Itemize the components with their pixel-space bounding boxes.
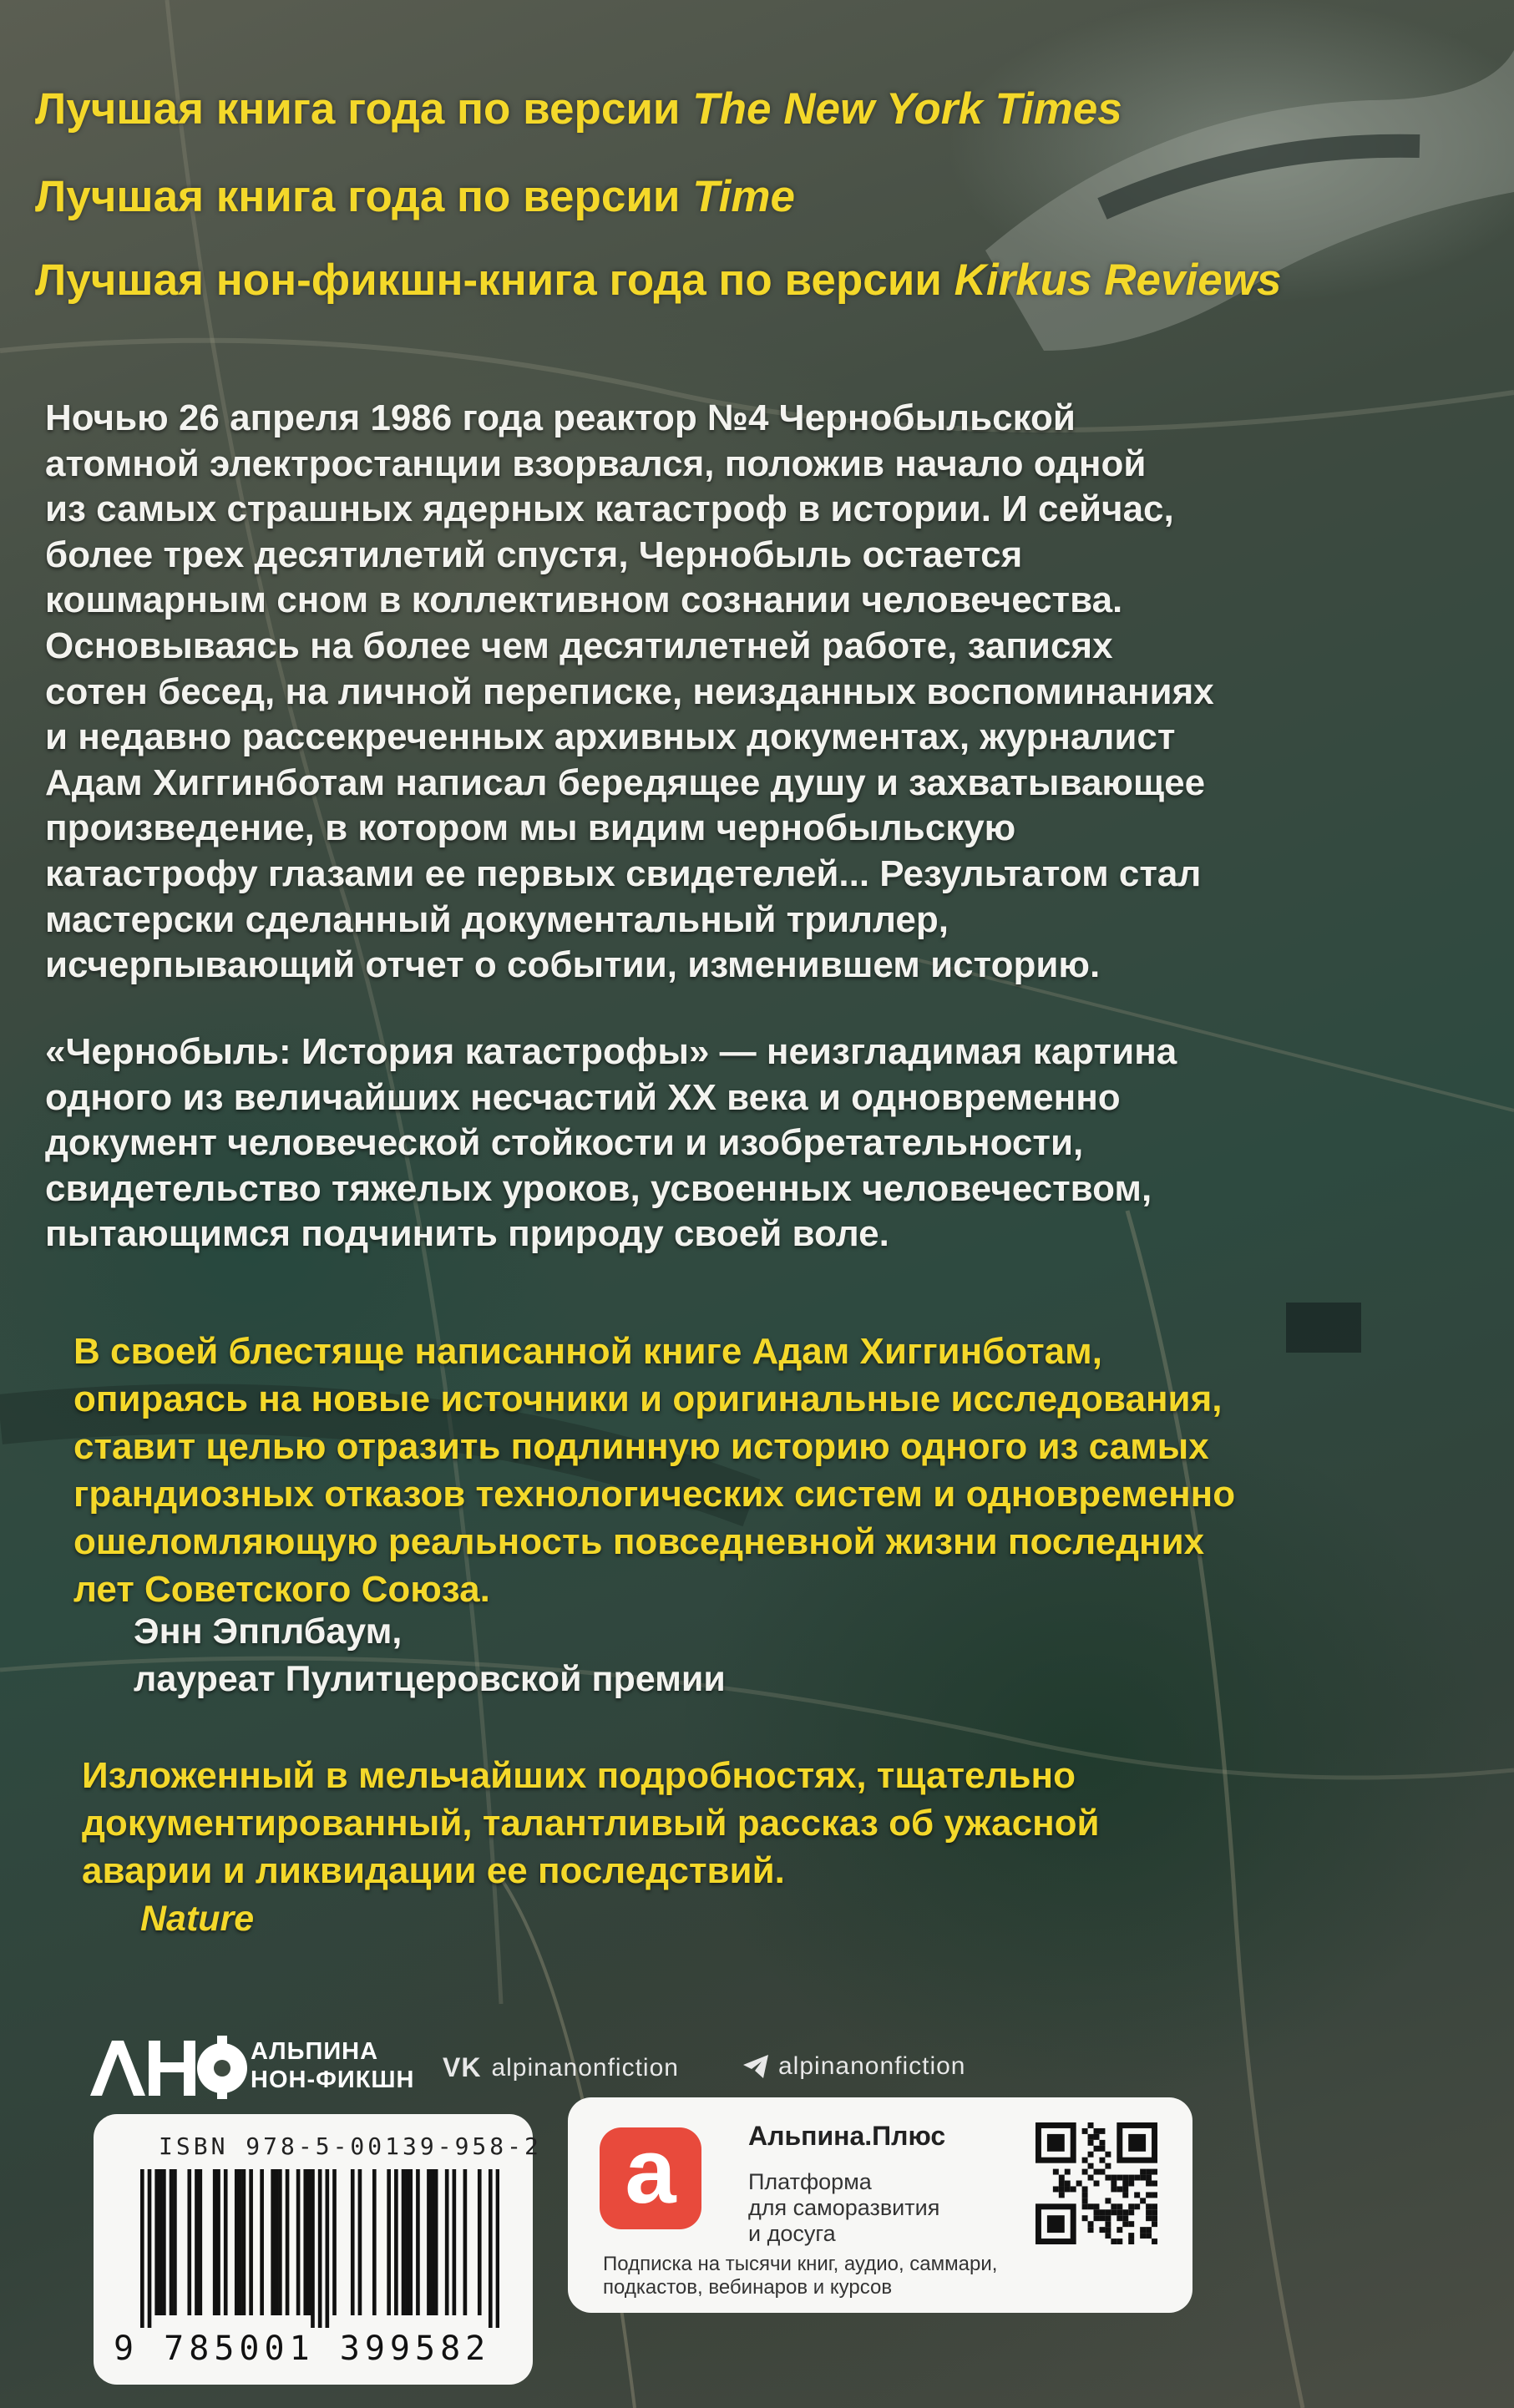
- quote-line: Изложенный в мельчайших подробностях, тщательно: [82, 1755, 1076, 1796]
- qr-module: [1059, 2175, 1065, 2181]
- qr-module: [1094, 2215, 1100, 2221]
- award-prefix: Лучшая нон-фикшн-книга года по версии: [35, 255, 954, 305]
- qr-module: [1146, 2227, 1152, 2233]
- qr-module: [1140, 2233, 1146, 2239]
- qr-module: [1088, 2163, 1094, 2169]
- qr-module: [1094, 2146, 1100, 2152]
- qr-module: [1117, 2215, 1122, 2221]
- qr-module: [1111, 2203, 1117, 2209]
- review-quote-applebaum: [73, 1328, 1493, 1613]
- barcode-bar: [195, 2169, 199, 2315]
- quote-line: ставит целью отразить подлинную историю одного из самых: [73, 1426, 1209, 1467]
- quote-author-title: лауреат Пулитцеровской премии: [134, 1659, 726, 1699]
- qr-module: [1082, 2186, 1088, 2192]
- qr-module: [1094, 2181, 1100, 2187]
- barcode-bar: [445, 2169, 449, 2315]
- qr-module: [1088, 2134, 1094, 2140]
- qr-module: [1140, 2227, 1146, 2233]
- qr-module: [1117, 2239, 1122, 2244]
- qr-module: [1117, 2186, 1122, 2192]
- desc-line: из самых страшных ядерных катастроф в истории. И сейчас,: [45, 488, 1174, 530]
- barcode-bar: [235, 2169, 239, 2315]
- qr-module: [1134, 2203, 1140, 2209]
- award-prefix: Лучшая книга года по версии: [35, 172, 693, 221]
- qr-module: [1152, 2221, 1157, 2227]
- qr-module: [1105, 2152, 1111, 2158]
- qr-module: [1111, 2186, 1117, 2192]
- vk-icon: VK: [443, 2052, 482, 2082]
- qr-module: [1088, 2122, 1094, 2128]
- qr-module: [1105, 2175, 1111, 2181]
- qr-module: [1082, 2215, 1088, 2221]
- barcode-bar: [286, 2169, 290, 2315]
- qr-module: [1053, 2186, 1059, 2192]
- qr-module: [1140, 2175, 1146, 2181]
- quote-line: лет Советского Союза.: [73, 1569, 490, 1610]
- promo-name: Альпина.Плюс: [748, 2121, 946, 2151]
- desc-line: и недавно рассекреченных архивных документах, журналист: [45, 716, 1176, 758]
- barcode-bar: [311, 2169, 315, 2328]
- award-source: Kirkus Reviews: [954, 255, 1282, 305]
- qr-module: [1094, 2169, 1100, 2175]
- award-line-1: [35, 83, 1122, 134]
- barcode-bar: [358, 2169, 362, 2315]
- qr-module: [1128, 2209, 1134, 2215]
- barcode-bar: [154, 2169, 159, 2315]
- quote-attribution-applebaum: [134, 1608, 726, 1703]
- qr-module: [1140, 2198, 1146, 2203]
- qr-module: [1117, 2203, 1122, 2209]
- qr-module: [1088, 2175, 1094, 2181]
- qr-module: [1088, 2203, 1094, 2209]
- publisher-name: [251, 2037, 414, 2094]
- description-paragraph-2: [45, 1029, 1490, 1257]
- qr-module: [1076, 2181, 1082, 2187]
- barcode-bar: [372, 2169, 377, 2315]
- qr-module: [1128, 2175, 1134, 2181]
- telegram-icon: [743, 2055, 768, 2078]
- logo-letter: a: [625, 2120, 676, 2223]
- desc-line: пытающимся подчинить природу своей воле.: [45, 1213, 889, 1255]
- qr-module: [1146, 2215, 1152, 2221]
- promo-subtitle-line: и досуга: [748, 2221, 836, 2246]
- qr-module: [1099, 2209, 1105, 2215]
- qr-module: [1122, 2192, 1128, 2198]
- barcode-bar: [489, 2169, 493, 2328]
- promo-subtitle: [748, 2169, 939, 2247]
- qr-module: [1099, 2158, 1105, 2163]
- desc-line: катастрофу глазами ее первых свидетелей... Результатом стал: [45, 852, 1202, 894]
- qr-module: [1082, 2128, 1088, 2134]
- qr-code-icon: [1035, 2122, 1157, 2244]
- barcode-bar: [405, 2169, 409, 2315]
- qr-module: [1105, 2209, 1111, 2215]
- quote-line: аварии и ликвидации ее последствий.: [82, 1850, 785, 1891]
- desc-line: мастерски сделанный документальный триллер,: [45, 898, 949, 940]
- barcode-bar: [434, 2169, 438, 2315]
- barcode-bar: [213, 2169, 217, 2315]
- vk-handle: [443, 2052, 679, 2083]
- publisher-line-1: АЛЬПИНА: [251, 2038, 379, 2065]
- qr-module: [1134, 2192, 1140, 2198]
- barcode-bar: [162, 2169, 166, 2315]
- qr-module: [1140, 2169, 1146, 2175]
- vk-handle-text: alpinanonfiction: [491, 2053, 679, 2082]
- desc-line: сотен бесед, на личной переписке, неизданных воспоминаниях: [45, 670, 1214, 712]
- qr-module: [1111, 2175, 1117, 2181]
- qr-module: [1152, 2181, 1157, 2187]
- barcode-bar: [173, 2169, 177, 2315]
- promo-subtitle-line: для саморазвития: [748, 2195, 940, 2220]
- qr-module: [1099, 2146, 1105, 2152]
- quote-line: опираясь на новые источники и оригинальные исследования,: [73, 1379, 1223, 1419]
- barcode-card: [94, 2114, 542, 2385]
- description-paragraph-1: [45, 396, 1490, 989]
- qr-module: [1152, 2239, 1157, 2244]
- qr-module: [1152, 2215, 1157, 2221]
- qr-module: [1059, 2192, 1065, 2198]
- barcode-bar: [271, 2169, 275, 2315]
- qr-module: [1146, 2181, 1152, 2187]
- qr-module: [1146, 2175, 1152, 2181]
- qr-module: [1152, 2203, 1157, 2209]
- qr-module: [1122, 2221, 1128, 2227]
- qr-module: [1146, 2192, 1152, 2198]
- quote-attribution-nature: [140, 1895, 254, 1943]
- barcode-bar: [303, 2169, 307, 2315]
- qr-module: [1128, 2181, 1134, 2187]
- desc-line: исчерпывающий отчет о событии, изменившем историю.: [45, 944, 1101, 986]
- qr-module: [1099, 2227, 1105, 2233]
- qr-module: [1128, 2233, 1134, 2239]
- barcode: [140, 2169, 499, 2328]
- barcode-bar: [326, 2169, 330, 2328]
- qr-module: [1111, 2239, 1117, 2244]
- qr-module: [1088, 2140, 1094, 2146]
- quote-line: документированный, талантливый рассказ об ужасной: [82, 1803, 1100, 1844]
- barcode-bar: [307, 2169, 311, 2315]
- barcode-bar: [332, 2169, 337, 2315]
- promo-footer-line: подкастов, вебинаров и курсов: [603, 2276, 893, 2299]
- desc-line: Ночью 26 апреля 1986 года реактор №4 Чернобыльской: [45, 397, 1076, 438]
- barcode-bar: [430, 2169, 434, 2315]
- telegram-handle-text: alpinanonfiction: [778, 2052, 966, 2080]
- barcode-bar: [242, 2169, 246, 2315]
- qr-module: [1088, 2221, 1094, 2227]
- qr-module: [1071, 2186, 1076, 2192]
- award-line-2: [35, 171, 795, 222]
- quote-source: Nature: [140, 1899, 255, 1939]
- award-prefix: Лучшая книга года по версии: [35, 84, 693, 134]
- desc-line: Основываясь на более чем десятилетней работе, записях: [45, 625, 1113, 666]
- promo-footer: [603, 2253, 997, 2299]
- award-source: The New York Times: [692, 84, 1122, 134]
- qr-module: [1082, 2158, 1088, 2163]
- qr-module: [1122, 2175, 1128, 2181]
- qr-module: [1105, 2233, 1111, 2239]
- qr-module: [1146, 2203, 1152, 2209]
- qr-module: [1099, 2140, 1105, 2146]
- qr-module: [1105, 2163, 1111, 2169]
- award-source: Time: [692, 172, 795, 221]
- qr-module: [1122, 2181, 1128, 2187]
- promo-card: [568, 2097, 1192, 2313]
- desc-line: свидетельство тяжелых уроков, усвоенных человечеством,: [45, 1167, 1152, 1209]
- qr-module: [1128, 2239, 1134, 2244]
- desc-line: одного из величайших несчастий XX века и одновременно: [45, 1076, 1121, 1118]
- anf-logo-icon: [90, 2036, 249, 2099]
- desc-line: кошмарным сном в коллективном сознании человечества.: [45, 579, 1123, 621]
- qr-module: [1122, 2215, 1128, 2221]
- barcode-bar: [318, 2169, 322, 2328]
- barcode-bar: [187, 2169, 191, 2315]
- barcode-bar: [463, 2169, 468, 2315]
- barcode-bar: [170, 2169, 174, 2315]
- desc-line: Адам Хиггинботам написал бередящее душу и захватывающее: [45, 761, 1206, 803]
- qr-module: [1094, 2134, 1100, 2140]
- qr-module: [1134, 2175, 1140, 2181]
- qr-module: [1128, 2203, 1134, 2209]
- qr-module: [1047, 2215, 1065, 2233]
- qr-module: [1099, 2215, 1105, 2221]
- barcode-bar: [416, 2169, 420, 2315]
- barcode-bar: [296, 2169, 301, 2315]
- telegram-handle: [743, 2052, 966, 2081]
- desc-line: документ человеческой стойкости и изобретательности,: [45, 1122, 1084, 1164]
- barcode-bar: [387, 2169, 391, 2315]
- award-line-3: [35, 255, 1281, 306]
- qr-module: [1146, 2233, 1152, 2239]
- qr-module: [1082, 2169, 1088, 2175]
- review-quote-nature: [82, 1752, 1501, 1895]
- publisher-line-2: НОН-ФИКШН: [251, 2067, 415, 2093]
- qr-module: [1065, 2169, 1071, 2175]
- barcode-bar: [453, 2169, 457, 2315]
- barcode-bar: [478, 2169, 482, 2315]
- promo-subtitle-line: Платформа: [748, 2169, 872, 2194]
- qr-module: [1094, 2209, 1100, 2215]
- quote-line: В своей блестяще написанной книге Адам Хиггинботам,: [73, 1331, 1102, 1372]
- qr-module: [1117, 2175, 1122, 2181]
- barcode-bar: [224, 2169, 228, 2315]
- barcode-bar: [402, 2169, 406, 2315]
- barcode-bar: [351, 2169, 355, 2315]
- qr-module: [1088, 2227, 1094, 2233]
- barcode-bar: [238, 2169, 242, 2315]
- qr-module: [1082, 2198, 1088, 2203]
- barcode-bar: [260, 2169, 264, 2315]
- qr-module: [1111, 2209, 1117, 2215]
- qr-module: [1053, 2169, 1059, 2175]
- isbn-text: ISBN 978-5-00139-958-2: [159, 2132, 542, 2160]
- qr-module: [1122, 2186, 1128, 2192]
- qr-module: [1152, 2169, 1157, 2175]
- qr-module: [1105, 2215, 1111, 2221]
- qr-module: [1117, 2209, 1122, 2215]
- barcode-bar: [159, 2169, 163, 2315]
- qr-module: [1117, 2227, 1122, 2233]
- qr-module: [1047, 2134, 1065, 2152]
- barcode-bar: [278, 2169, 282, 2315]
- qr-module: [1059, 2186, 1065, 2192]
- qr-module: [1065, 2186, 1071, 2192]
- qr-module: [1065, 2181, 1071, 2187]
- barcode-bar: [408, 2169, 413, 2315]
- barcode-bar: [427, 2169, 431, 2315]
- barcode-bar: [140, 2169, 144, 2328]
- barcode-bar: [198, 2169, 202, 2315]
- desc-line: произведение, в котором мы видим чернобыльскую: [45, 807, 1016, 849]
- barcode-bar: [216, 2169, 220, 2315]
- qr-module: [1152, 2209, 1157, 2215]
- barcode-bar: [148, 2169, 152, 2328]
- barcode-bar: [394, 2169, 398, 2315]
- barcode-bar: [249, 2169, 253, 2315]
- qr-module: [1082, 2203, 1088, 2209]
- qr-module: [1122, 2209, 1128, 2215]
- qr-module: [1111, 2181, 1117, 2187]
- qr-module: [1146, 2209, 1152, 2215]
- desc-line: «Чернобыль: История катастрофы» — неизгладимая картина: [45, 1031, 1177, 1072]
- qr-module: [1105, 2221, 1111, 2227]
- quote-line: ошеломляющую реальность повседневной жизни последних: [73, 1521, 1205, 1562]
- qr-module: [1099, 2169, 1105, 2175]
- qr-module: [1099, 2128, 1105, 2134]
- qr-module: [1128, 2134, 1146, 2152]
- barcode-bar: [496, 2169, 499, 2328]
- qr-module: [1152, 2192, 1157, 2198]
- qr-module: [1146, 2169, 1152, 2175]
- alpina-plus-logo-icon: [600, 2120, 701, 2229]
- barcode-digits: 9 785001 399582: [114, 2330, 491, 2368]
- qr-module: [1088, 2152, 1094, 2158]
- barcode-bar: [275, 2169, 279, 2315]
- qr-module: [1082, 2192, 1088, 2198]
- quote-line: грандиозных отказов технологических систем и одновременно: [73, 1474, 1236, 1515]
- desc-line: атомной электростанции взорвался, положив начало одной: [45, 443, 1147, 484]
- qr-module: [1094, 2128, 1100, 2134]
- qr-module: [1128, 2221, 1134, 2227]
- qr-module: [1105, 2227, 1111, 2233]
- promo-footer-line: Подписка на тысячи книг, аудио, саммари,: [603, 2253, 998, 2275]
- desc-line: более трех десятилетий спустя, Чернобыль остается: [45, 534, 1023, 575]
- quote-author: Энн Эпплбаум,: [134, 1611, 403, 1652]
- qr-module: [1105, 2198, 1111, 2203]
- qr-module: [1059, 2181, 1065, 2187]
- qr-module: [1094, 2203, 1100, 2209]
